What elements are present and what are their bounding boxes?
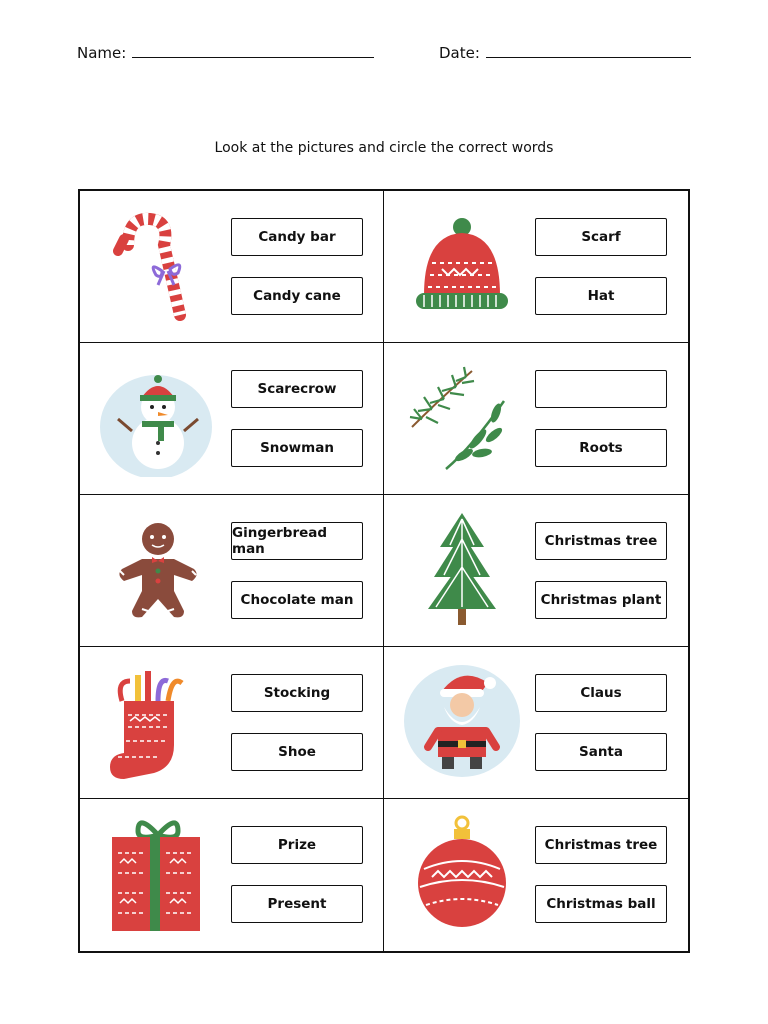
name-blank-line[interactable]	[132, 43, 374, 58]
option-button-1[interactable]: Scarf	[535, 218, 667, 256]
option-button-2[interactable]: Chocolate man	[231, 581, 363, 619]
option-button-2[interactable]: Candy cane	[231, 277, 363, 315]
question-cell-gingerbread	[80, 495, 384, 647]
option-button-1[interactable]: Stocking	[231, 674, 363, 712]
candy-cane-icon	[98, 205, 218, 325]
option-button-2[interactable]: Hat	[535, 277, 667, 315]
question-cell-hat	[384, 191, 688, 343]
snowman-icon	[98, 357, 218, 477]
option-button-1[interactable]: Prize	[231, 826, 363, 864]
question-cell-tree	[384, 495, 688, 647]
pine-branch-icon	[402, 357, 522, 477]
option-button-2[interactable]: Shoe	[231, 733, 363, 771]
option-button-2[interactable]: Present	[231, 885, 363, 923]
question-cell-snowman	[80, 343, 384, 495]
option-button-2[interactable]: Christmas plant	[535, 581, 667, 619]
christmas-tree-icon	[402, 509, 522, 629]
date-blank-line[interactable]	[486, 43, 691, 58]
question-cell-stocking	[80, 647, 384, 799]
option-button-1[interactable]: Christmas tree	[535, 826, 667, 864]
question-cell-candy-cane	[80, 191, 384, 343]
option-button-2[interactable]: Roots	[535, 429, 667, 467]
question-cell-gift	[80, 799, 384, 951]
option-button-1[interactable]: Christmas tree	[535, 522, 667, 560]
option-button-1[interactable]: Scarecrow	[231, 370, 363, 408]
stocking-icon	[98, 661, 218, 781]
question-cell-santa	[384, 647, 688, 799]
option-button-1[interactable]: Gingerbread man	[231, 522, 363, 560]
question-cell-ornament	[384, 799, 688, 951]
gift-box-icon	[98, 813, 218, 933]
instructions: Look at the pictures and circle the correct words	[214, 140, 554, 156]
option-button-2[interactable]: Santa	[535, 733, 667, 771]
option-button-2[interactable]: Christmas ball	[535, 885, 667, 923]
gingerbread-man-icon	[98, 509, 218, 629]
option-button-1[interactable]: Claus	[535, 674, 667, 712]
name-label: Name:	[77, 44, 127, 62]
ornament-icon	[402, 813, 522, 933]
date-label: Date:	[439, 44, 480, 62]
option-button-2[interactable]: Snowman	[231, 429, 363, 467]
option-button-1[interactable]	[535, 370, 667, 408]
question-cell-branches	[384, 343, 688, 495]
name-field[interactable]	[77, 43, 374, 62]
date-field[interactable]	[439, 43, 691, 62]
worksheet-grid	[78, 189, 690, 953]
santa-icon	[402, 661, 522, 781]
option-button-1[interactable]: Candy bar	[231, 218, 363, 256]
knit-hat-icon	[402, 205, 522, 325]
